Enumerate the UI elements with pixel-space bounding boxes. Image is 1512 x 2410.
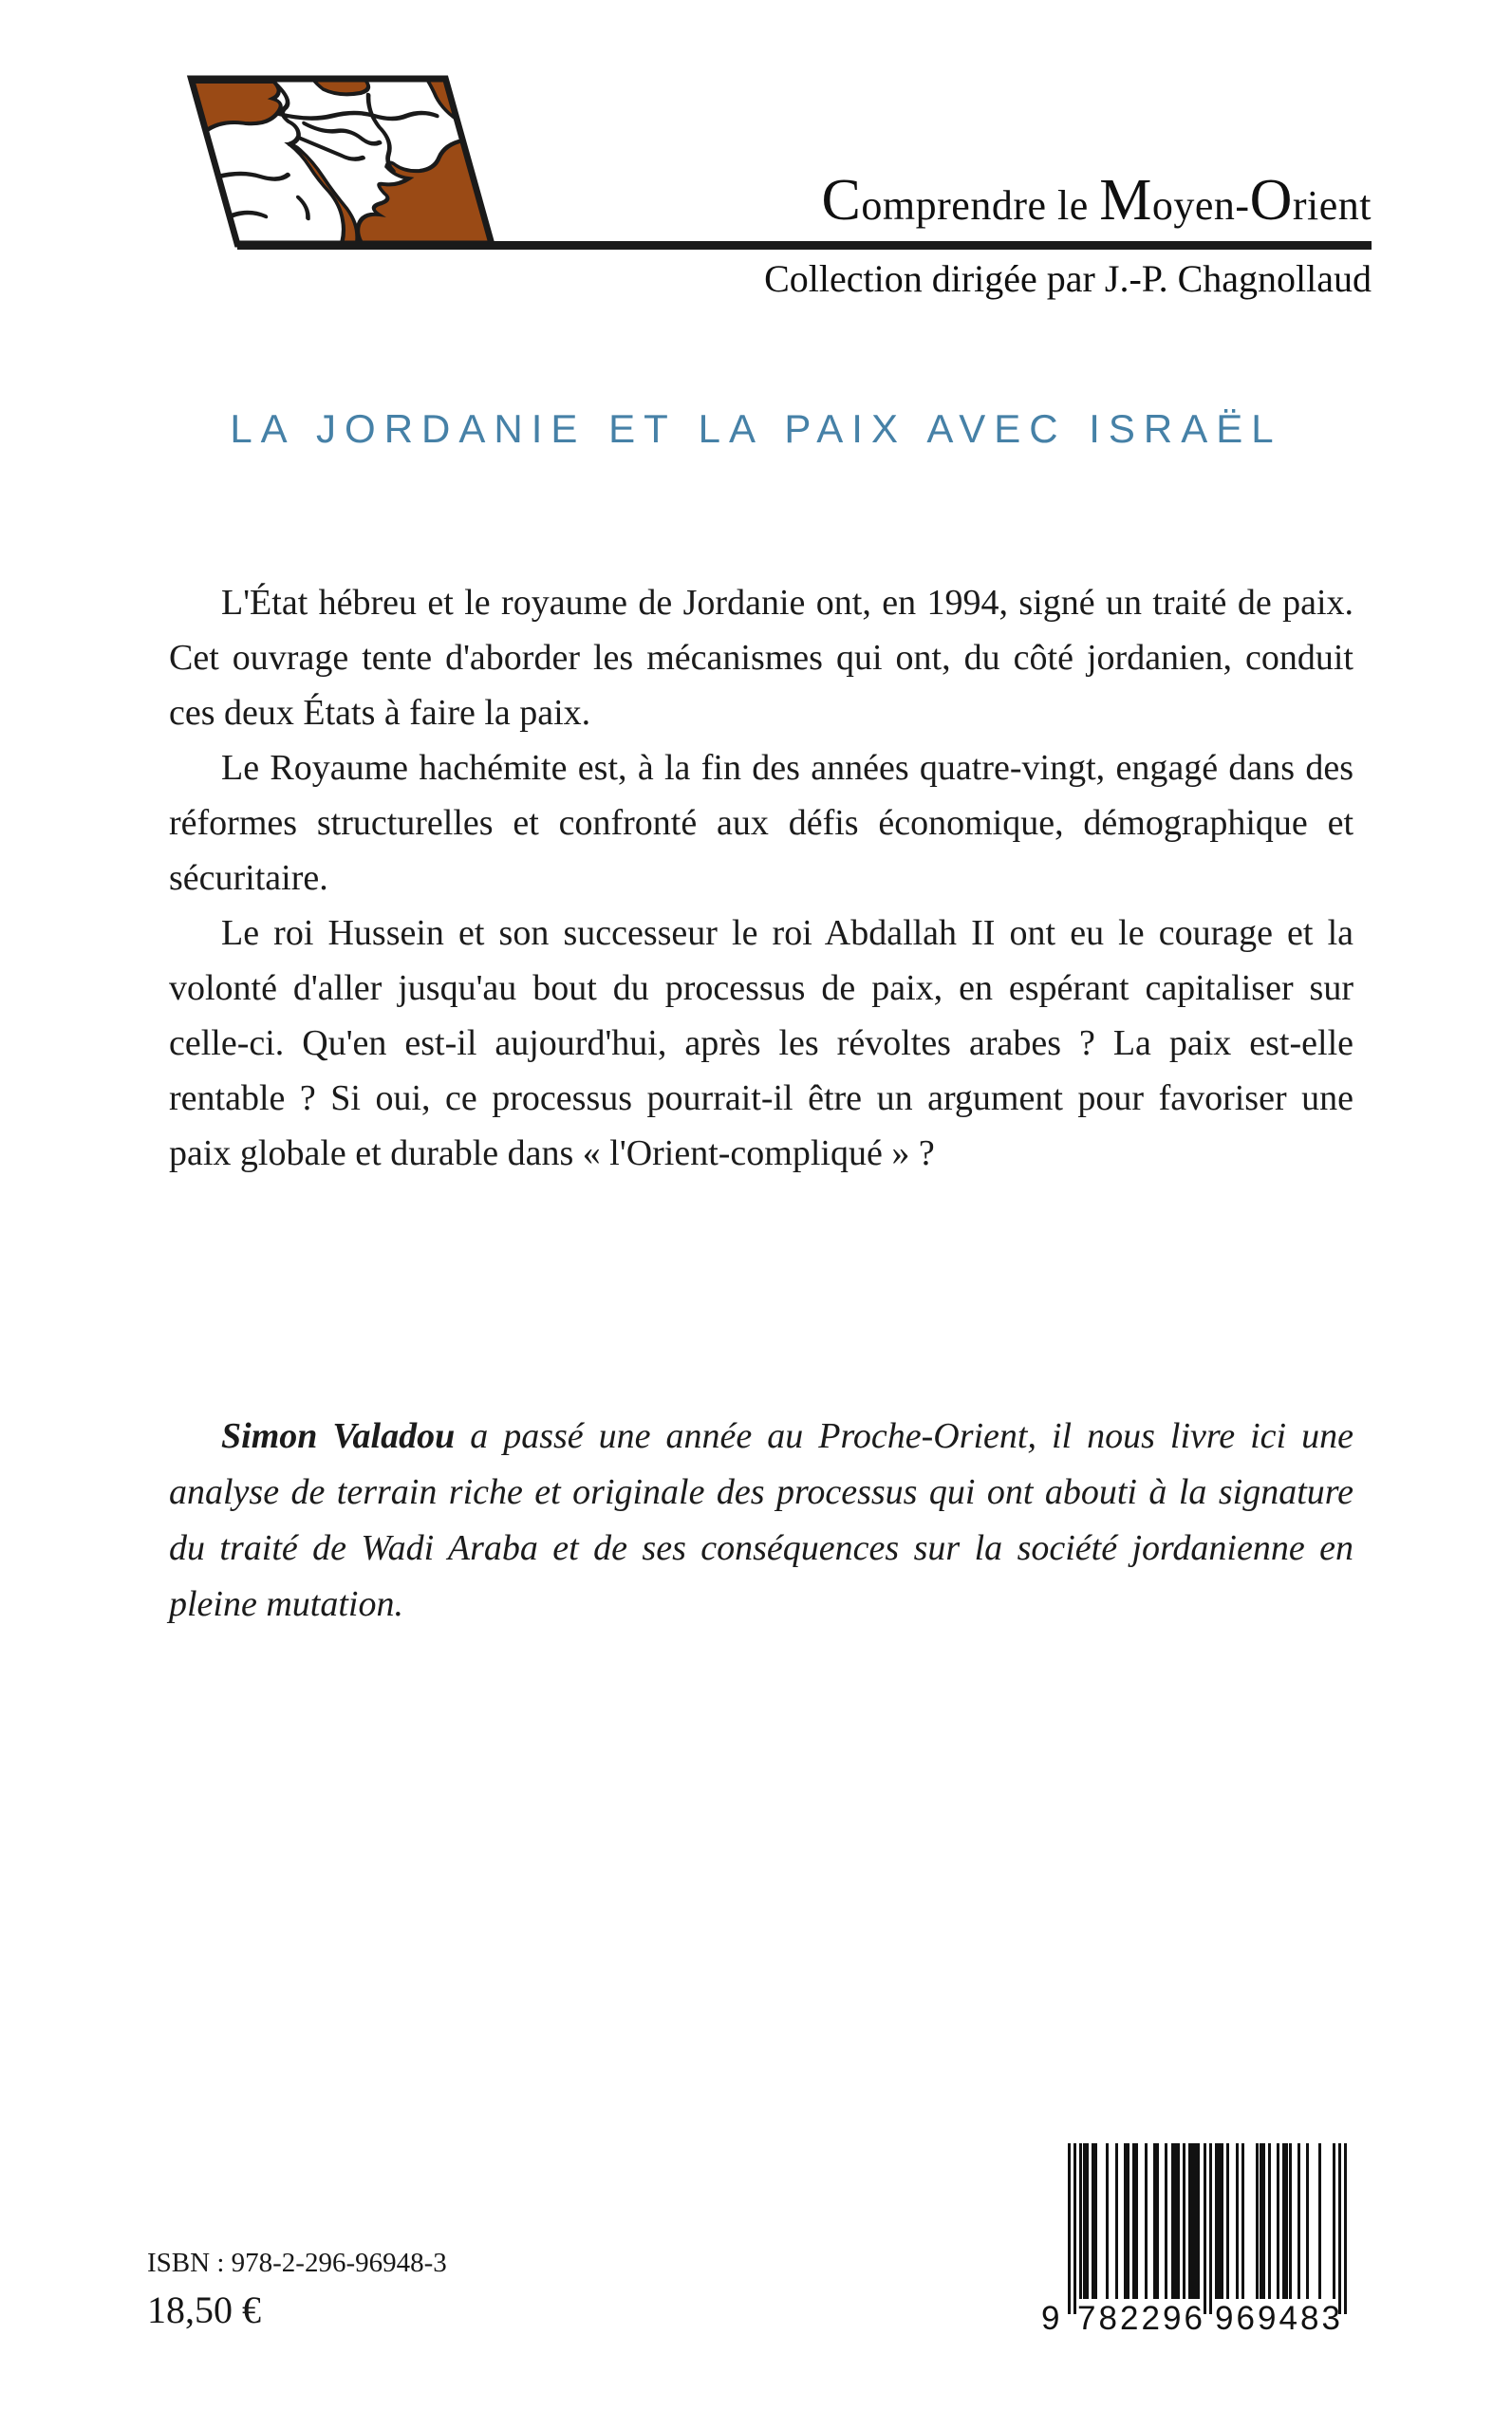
synopsis-paragraph-2: Le Royaume hachémite est, à la fin des années quatre-vingt, engagé dans des réformes structurelles et confronté aux défis économique, démographique et sécuritaire. bbox=[169, 748, 1353, 898]
synopsis-paragraph-1: L'État hébreu et le royaume de Jordanie ont, en 1994, signé un traité de paix. Cet ouvrage tente d'aborder les mécanismes qui ont, du côté jordanien, conduit ces deux États à faire la paix. bbox=[169, 583, 1353, 733]
author-name: Simon Valadou bbox=[221, 1416, 456, 1456]
synopsis bbox=[169, 575, 1353, 1181]
collection-director: Collection dirigée par J.-P. Chagnollaud bbox=[764, 257, 1372, 300]
author-note-paragraph bbox=[169, 1409, 1353, 1633]
author-note-text: a passé une année au Proche-Orient, il nous livre ici une analyse de terrain riche et originale des processus qui ont abouti à la signature du traité de Wadi Araba et de ses conséquences sur la société jordanienne en pleine mutation. bbox=[169, 1416, 1353, 1624]
barcode-first-digit: 9 bbox=[1041, 2300, 1060, 2337]
middle-east-map-icon bbox=[177, 74, 495, 251]
barcode-right-digits: 9 6 9 4 8 3 bbox=[1215, 2300, 1340, 2337]
ean13-barcode bbox=[1041, 2143, 1348, 2338]
header-divider bbox=[237, 241, 1372, 250]
synopsis-paragraph-3: Le roi Hussein et son successeur le roi Abdallah II ont eu le courage et la volonté d'aller jusqu'au bout du processus de paix, en espérant capitaliser sur celle-ci. Qu'en est-il aujourd'hui, après les révoltes arabes ? La paix est-elle rentable ? Si oui, ce processus pourrait-il être un argument pour favoriser une paix globale et durable dans « l'Orient-compliqué » ? bbox=[169, 913, 1353, 1173]
author-note bbox=[169, 1409, 1353, 1633]
middle-east-map-logo bbox=[177, 74, 495, 251]
barcode-bars bbox=[1068, 2143, 1348, 2314]
barcode-left-digits: 7 8 2 2 9 6 bbox=[1077, 2300, 1203, 2337]
price-text: 18,50 € bbox=[147, 2289, 261, 2331]
isbn-text: ISBN : 978-2-296-96948-3 bbox=[147, 2248, 447, 2278]
book-title: LA JORDANIE ET LA PAIX AVEC ISRAËL bbox=[230, 406, 1282, 451]
collection-title: Comprendre le Moyen-Orient bbox=[821, 168, 1372, 233]
